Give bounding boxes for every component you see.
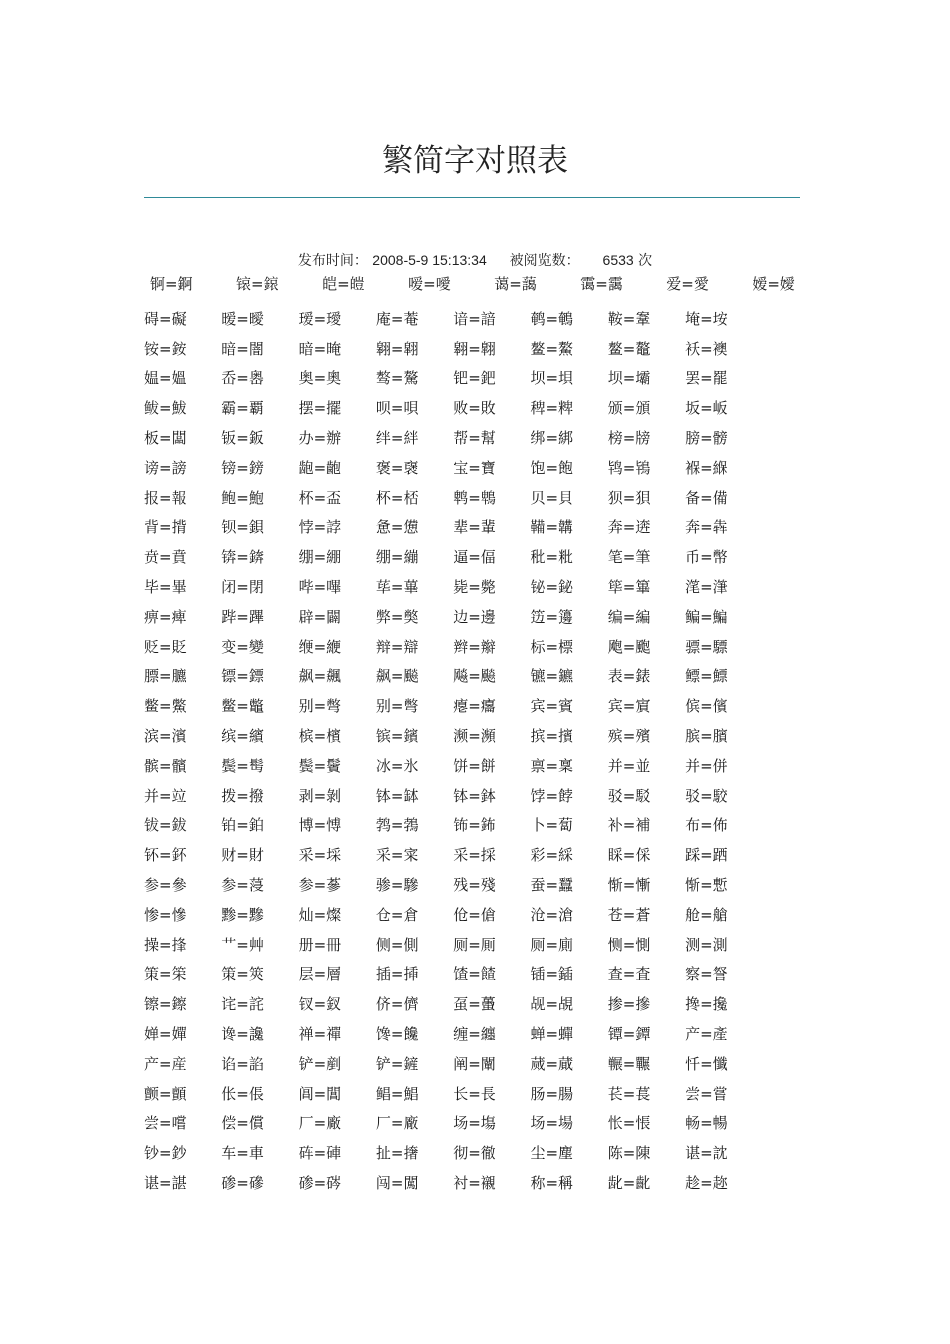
char-pair: 坝=垻: [530, 369, 574, 388]
char-pair: 绑=綁: [530, 429, 574, 448]
char-pair: 婵=嬋: [144, 1025, 187, 1044]
char-pair: 谤=謗: [144, 458, 187, 477]
char-pair: 殡=殯: [607, 727, 651, 746]
char-pair: 笾=籩: [530, 607, 574, 626]
char-pair: 肠=腸: [530, 1084, 574, 1103]
char-pair: 钵=缽: [375, 786, 419, 805]
char-pair: 绊=絆: [375, 429, 419, 448]
char-pair: 鸨=鴇: [607, 458, 651, 477]
char-pair: 霭=靄: [580, 275, 623, 293]
char-pair: 辟=闢: [298, 607, 342, 626]
char-pair: 并=並: [607, 756, 651, 775]
char-pair: 砗=硨: [298, 1144, 342, 1163]
char-pair: 狈=狽: [607, 488, 651, 507]
char-pair: 媪=媼: [144, 369, 187, 388]
char-pair: 锛=錛: [221, 548, 264, 567]
page-title: 繁简字对照表: [382, 143, 568, 179]
char-pair: 宝=寶: [453, 458, 496, 477]
char-pair: 锸=鍤: [530, 965, 574, 984]
char-pair: 鲅=鮁: [144, 399, 187, 418]
char-pair: 鳖=鱉: [144, 697, 187, 716]
char-pair: 褒=襃: [375, 458, 419, 477]
char-pair: 铵=銨: [144, 339, 187, 358]
char-pair: 尝=嚐: [144, 1114, 187, 1133]
char-pair: 厕=廁: [530, 935, 574, 954]
char-pair: 毙=斃: [453, 578, 496, 597]
char-pair: 仓=倉: [375, 905, 419, 924]
char-pair: 彩=綵: [530, 846, 574, 865]
char-pair: 馋=饞: [375, 1025, 419, 1044]
char-pair: 鳔=鰾: [685, 667, 728, 686]
char-pair: 掺=摻: [607, 995, 651, 1014]
char-pair: 察=詧: [685, 965, 728, 984]
char-pair: 皑=皚: [322, 275, 365, 293]
char-pair: 摈=擯: [530, 727, 574, 746]
char-pair: 伥=倀: [221, 1084, 264, 1103]
char-pair: 鲍=鮑: [221, 488, 264, 507]
char-pair: 瑷=璦: [298, 309, 342, 328]
table-row: [144, 900, 764, 930]
char-pair: 钗=釵: [298, 995, 342, 1014]
char-pair: 苌=萇: [607, 1084, 651, 1103]
char-pair: 逼=偪: [453, 548, 496, 567]
char-pair: 鳊=鯿: [685, 607, 728, 626]
char-pair: 侧=側: [375, 935, 419, 954]
char-pair: 槟=檳: [298, 727, 342, 746]
char-pair: 暧=曖: [221, 309, 264, 328]
char-pair: 边=邊: [453, 607, 496, 626]
char-pair: 场=場: [530, 1114, 574, 1133]
char-pair: 岙=嶴: [221, 369, 264, 388]
char-pair: 并=竝: [144, 786, 187, 805]
char-pair: 博=愽: [298, 816, 342, 835]
char-pair: 钚=鈈: [144, 846, 187, 865]
char-pair: 剥=剝: [298, 786, 342, 805]
char-pair: 钣=鈑: [221, 429, 264, 448]
char-pair: 缤=繽: [221, 727, 264, 746]
char-pair: 镖=鏢: [221, 667, 264, 686]
char-pair: 板=闆: [144, 429, 187, 448]
char-pair: 髌=髕: [144, 756, 187, 775]
char-pair: 贝=貝: [530, 488, 574, 507]
table-row: [144, 1079, 764, 1109]
publish-time: 2008-5-9 15:13:34: [372, 252, 487, 268]
char-pair: 宾=賓: [530, 697, 574, 716]
char-pair: 参=參: [144, 876, 187, 895]
char-pair: 龅=齙: [298, 458, 342, 477]
char-pair: 膀=髈: [685, 429, 728, 448]
char-pair: 宾=賔: [607, 697, 651, 716]
char-pair: 驳=駮: [685, 786, 728, 805]
char-pair: 膘=臕: [144, 667, 187, 686]
char-pair: 翱=翶: [375, 339, 419, 358]
char-pair: 飙=飈: [375, 667, 419, 686]
table-row: [144, 662, 764, 692]
table-row: [144, 781, 764, 811]
char-pair: 铋=鉍: [530, 578, 574, 597]
char-pair: 镳=鑣: [530, 667, 574, 686]
char-pair: 测=測: [685, 935, 728, 954]
char-pair: 谄=諂: [221, 1054, 264, 1073]
char-pair: 采=採: [453, 846, 496, 865]
char-pair: 惨=慘: [144, 905, 187, 924]
char-pair: 苍=蒼: [607, 905, 651, 924]
char-pair: 饼=餅: [453, 756, 496, 775]
char-pair: 哔=嗶: [298, 578, 342, 597]
table-row: [144, 334, 764, 364]
char-pair: 碜=硶: [298, 1174, 342, 1192]
char-pair: 沧=滄: [530, 905, 574, 924]
char-pair: 惭=慚: [607, 876, 651, 895]
char-pair: 舱=艙: [685, 905, 728, 924]
char-pair: 报=報: [144, 488, 187, 507]
char-pair: 参=蓡: [221, 876, 264, 895]
char-pair: 绷=綳: [298, 548, 342, 567]
char-pair: 嗳=噯: [408, 275, 451, 293]
char-pair: 尝=嘗: [685, 1084, 728, 1103]
char-pair: 毕=畢: [144, 578, 187, 597]
char-pair: 阊=閶: [298, 1084, 342, 1103]
char-pair: 趁=趂: [685, 1174, 728, 1192]
table-row: [144, 691, 764, 721]
char-pair: 濒=瀕: [453, 727, 496, 746]
char-pair: 厂=廠: [375, 1114, 419, 1133]
char-pair: 铲=鏟: [375, 1054, 419, 1073]
char-pair: 表=錶: [607, 667, 651, 686]
char-pair: 厂=廠: [298, 1114, 342, 1133]
char-pair: 冁=囅: [607, 1054, 651, 1073]
char-pair: 飑=颮: [607, 637, 651, 656]
char-pair: 惭=慙: [685, 876, 728, 895]
char-pair: 畅=暢: [685, 1114, 728, 1133]
char-pair: 奥=奧: [298, 369, 342, 388]
char-pair: 灿=燦: [298, 905, 342, 924]
char-pair: 闯=闖: [375, 1174, 419, 1192]
char-pair: 庵=菴: [375, 309, 419, 328]
char-pair: 霸=覇: [221, 399, 264, 418]
char-pair: 层=層: [298, 965, 342, 984]
char-pair: 恻=惻: [607, 935, 651, 954]
char-pair: 骖=驂: [375, 876, 419, 895]
char-pair: 鬓=鬢: [298, 756, 342, 775]
char-pair: 钸=鈽: [453, 816, 496, 835]
char-pair: 钯=鈀: [453, 369, 496, 388]
char-pair: 财=財: [221, 846, 264, 865]
view-count: 6533: [602, 252, 634, 268]
char-pair: 钡=鋇: [221, 518, 264, 537]
table-row: [144, 721, 764, 751]
char-pair: 蝉=蟬: [530, 1025, 574, 1044]
table-row: [144, 1138, 764, 1168]
char-pair: 锿=鎄: [236, 275, 279, 293]
char-pair: 艹=艸: [221, 935, 264, 954]
char-pair-first-row: [150, 274, 795, 296]
char-pair: 鞍=鞌: [607, 309, 651, 328]
char-pair: 钵=鉢: [453, 786, 496, 805]
char-pair: 馇=餷: [453, 965, 496, 984]
char-pair: 翱=翺: [453, 339, 496, 358]
char-pair: 碜=磣: [221, 1174, 264, 1192]
char-pair: 坝=壩: [607, 369, 651, 388]
char-pair: 坂=岅: [685, 399, 728, 418]
char-pair: 谗=讒: [221, 1025, 264, 1044]
table-row: [144, 1049, 764, 1079]
char-pair: 踩=跴: [685, 846, 728, 865]
char-pair: 飙=飆: [298, 667, 342, 686]
char-pair: 布=佈: [685, 816, 728, 835]
char-pair: 痹=痺: [144, 607, 187, 626]
char-pair-table: [144, 304, 764, 1198]
char-pair: 怅=悵: [607, 1114, 651, 1133]
table-row: [144, 1168, 764, 1198]
char-pair: 别=彆: [298, 697, 342, 716]
table-row: [144, 840, 764, 870]
char-pair: 鳌=鰲: [530, 339, 574, 358]
char-pair: 称=稱: [530, 1174, 574, 1192]
table-row: [144, 870, 764, 900]
table-row: [144, 960, 764, 990]
char-pair: 备=備: [685, 488, 728, 507]
char-pair: 奔=犇: [685, 518, 728, 537]
char-pair: 颁=頒: [607, 399, 651, 418]
table-row: [144, 572, 764, 602]
char-pair: 谙=諳: [453, 309, 496, 328]
table-row: [144, 989, 764, 1019]
char-pair: 杯=盃: [298, 488, 342, 507]
table-row: [144, 930, 764, 960]
char-pair: 笔=筆: [607, 548, 651, 567]
char-pair: 榜=牓: [607, 429, 651, 448]
char-pair: 闭=閉: [221, 578, 264, 597]
char-pair: 弊=獘: [375, 607, 419, 626]
char-pair: 碍=礙: [144, 309, 187, 328]
char-pair: 颤=顫: [144, 1084, 187, 1103]
char-pair: 埯=垵: [685, 309, 728, 328]
char-pair: 长=長: [453, 1084, 496, 1103]
table-row: [144, 513, 764, 543]
char-pair: 蒇=蕆: [530, 1054, 574, 1073]
char-pair: 鹌=鵪: [530, 309, 574, 328]
char-pair: 睬=倸: [607, 846, 651, 865]
char-pair: 罢=罷: [685, 369, 728, 388]
char-pair: 黪=黲: [221, 905, 264, 924]
char-pair: 杯=桮: [375, 488, 419, 507]
table-row: [144, 751, 764, 781]
char-pair: 荜=蓽: [375, 578, 419, 597]
char-pair: 蔼=藹: [494, 275, 537, 293]
char-pair: 鳖=鼈: [221, 697, 264, 716]
char-pair: 镡=鐔: [607, 1025, 651, 1044]
char-pair: 车=車: [221, 1144, 264, 1163]
char-pair: 蚕=蠶: [530, 876, 574, 895]
char-pair: 秕=粃: [530, 548, 574, 567]
char-pair: 伧=傖: [453, 905, 496, 924]
char-pair: 偿=償: [221, 1114, 264, 1133]
char-pair: 变=變: [221, 637, 264, 656]
char-pair: 币=幣: [685, 548, 728, 567]
char-pair: 暗=闇: [221, 339, 264, 358]
char-pair: 绷=繃: [375, 548, 419, 567]
char-pair: 厕=厠: [453, 935, 496, 954]
char-pair: 骠=驃: [685, 637, 728, 656]
char-pair: 滗=潷: [685, 578, 728, 597]
char-pair: 阐=闡: [453, 1054, 496, 1073]
char-pair: 褓=緥: [685, 458, 728, 477]
char-pair: 贲=賁: [144, 548, 187, 567]
char-pair: 参=蔘: [298, 876, 342, 895]
char-pair: 扯=撦: [375, 1144, 419, 1163]
char-pair: 饽=餑: [530, 786, 574, 805]
char-pair: 忏=懺: [685, 1054, 728, 1073]
char-pair: 册=冊: [298, 935, 342, 954]
char-pair: 鬓=髩: [221, 756, 264, 775]
table-row: [144, 602, 764, 632]
char-pair: 暗=晻: [298, 339, 342, 358]
char-pair: 滨=濱: [144, 727, 187, 746]
char-pair: 奔=逩: [607, 518, 651, 537]
table-row: [144, 453, 764, 483]
char-pair: 残=殘: [453, 876, 496, 895]
char-pair: 插=揷: [375, 965, 419, 984]
char-pair: 饱=飽: [530, 458, 574, 477]
char-pair: 惫=憊: [375, 518, 419, 537]
char-pair: 采=埰: [298, 846, 342, 865]
char-pair: 袄=襖: [685, 339, 728, 358]
char-pair: 补=補: [607, 816, 651, 835]
char-pair: 陈=陳: [607, 1144, 651, 1163]
char-pair: 鹎=鵯: [453, 488, 496, 507]
char-pair: 飚=飈: [453, 667, 496, 686]
char-pair: 策=筞: [144, 965, 187, 984]
char-pair: 龀=齔: [607, 1174, 651, 1192]
char-pair: 摆=擺: [298, 399, 342, 418]
char-pair: 标=標: [530, 637, 574, 656]
char-pair: 钹=鈸: [144, 816, 187, 835]
table-row: [144, 1109, 764, 1139]
char-pair: 帮=幫: [453, 429, 496, 448]
char-pair: 谌=訦: [685, 1144, 728, 1163]
char-pair: 拨=撥: [221, 786, 264, 805]
char-pair: 傧=儐: [685, 697, 728, 716]
char-pair: 镲=鑔: [144, 995, 187, 1014]
publish-info: [0, 250, 950, 271]
table-row: [144, 393, 764, 423]
char-pair: 筚=篳: [607, 578, 651, 597]
char-pair: 查=査: [607, 965, 651, 984]
table-row: [144, 811, 764, 841]
char-pair: 鲳=鯧: [375, 1084, 419, 1103]
char-pair: 诧=詫: [221, 995, 264, 1014]
view-count-unit: 次: [638, 253, 653, 269]
char-pair: 别=彆: [375, 697, 419, 716]
char-pair: 尘=塵: [530, 1144, 574, 1163]
char-pair: 铲=剷: [298, 1054, 342, 1073]
char-pair: 跸=蹕: [221, 607, 264, 626]
table-row: [144, 542, 764, 572]
char-pair: 鳌=鼇: [607, 339, 651, 358]
view-count-label: 被阅览数：: [509, 253, 580, 269]
char-pair: 卜=蔔: [530, 816, 574, 835]
publish-time-label: 发布时间：: [297, 253, 368, 269]
char-pair: 搀=攙: [685, 995, 728, 1014]
char-pair: 冰=氷: [375, 756, 419, 775]
char-pair: 操=捀: [144, 935, 187, 954]
char-pair: 稗=粺: [530, 399, 574, 418]
char-pair: 产=產: [685, 1025, 728, 1044]
char-pair: 辈=輩: [453, 518, 496, 537]
char-pair: 侪=儕: [375, 995, 419, 1014]
char-pair: 场=塲: [453, 1114, 496, 1133]
char-pair: 驳=駁: [607, 786, 651, 805]
char-pair: 缠=纏: [453, 1025, 496, 1044]
char-pair: 贬=貶: [144, 637, 187, 656]
char-pair: 爱=愛: [666, 275, 709, 293]
table-row: [144, 304, 764, 334]
char-pair: 呗=唄: [375, 399, 419, 418]
char-pair: 彻=徹: [453, 1144, 496, 1163]
char-pair: 产=産: [144, 1054, 187, 1073]
char-pair: 膑=臏: [685, 727, 728, 746]
table-row: [144, 483, 764, 513]
char-pair: 背=揹: [144, 518, 187, 537]
char-pair: 衬=襯: [453, 1174, 496, 1192]
char-pair: 缏=緶: [298, 637, 342, 656]
char-pair: 镔=鑌: [375, 727, 419, 746]
table-row: [144, 423, 764, 453]
table-row: [144, 364, 764, 394]
char-pair: 锕=錒: [150, 275, 193, 293]
char-pair: 骜=驁: [375, 369, 419, 388]
char-pair: 悖=誖: [298, 518, 342, 537]
char-pair: 策=筴: [221, 965, 264, 984]
char-pair: 鹁=鵓: [375, 816, 419, 835]
char-pair: 办=辦: [298, 429, 342, 448]
char-pair: 铂=鉑: [221, 816, 264, 835]
char-pair: 觇=覘: [530, 995, 574, 1014]
char-pair: 钞=鈔: [144, 1144, 187, 1163]
title-divider: [144, 197, 800, 198]
char-pair: 败=敗: [453, 399, 496, 418]
char-pair: 谌=諶: [144, 1174, 187, 1192]
char-pair: 采=寀: [375, 846, 419, 865]
char-pair: 辫=辮: [453, 637, 496, 656]
char-pair: 瘪=癟: [453, 697, 496, 716]
char-pair: 镑=鎊: [221, 458, 264, 477]
char-pair: 嫒=嬡: [752, 275, 795, 293]
char-pair: 禀=稟: [530, 756, 574, 775]
table-row: [144, 632, 764, 662]
char-pair: 禅=禪: [298, 1025, 342, 1044]
char-pair: 鞴=韝: [530, 518, 574, 537]
char-pair: 编=編: [607, 607, 651, 626]
char-pair: 虿=蠆: [453, 995, 496, 1014]
char-pair: 并=併: [685, 756, 728, 775]
char-pair: 辩=辯: [375, 637, 419, 656]
table-row: [144, 1019, 764, 1049]
